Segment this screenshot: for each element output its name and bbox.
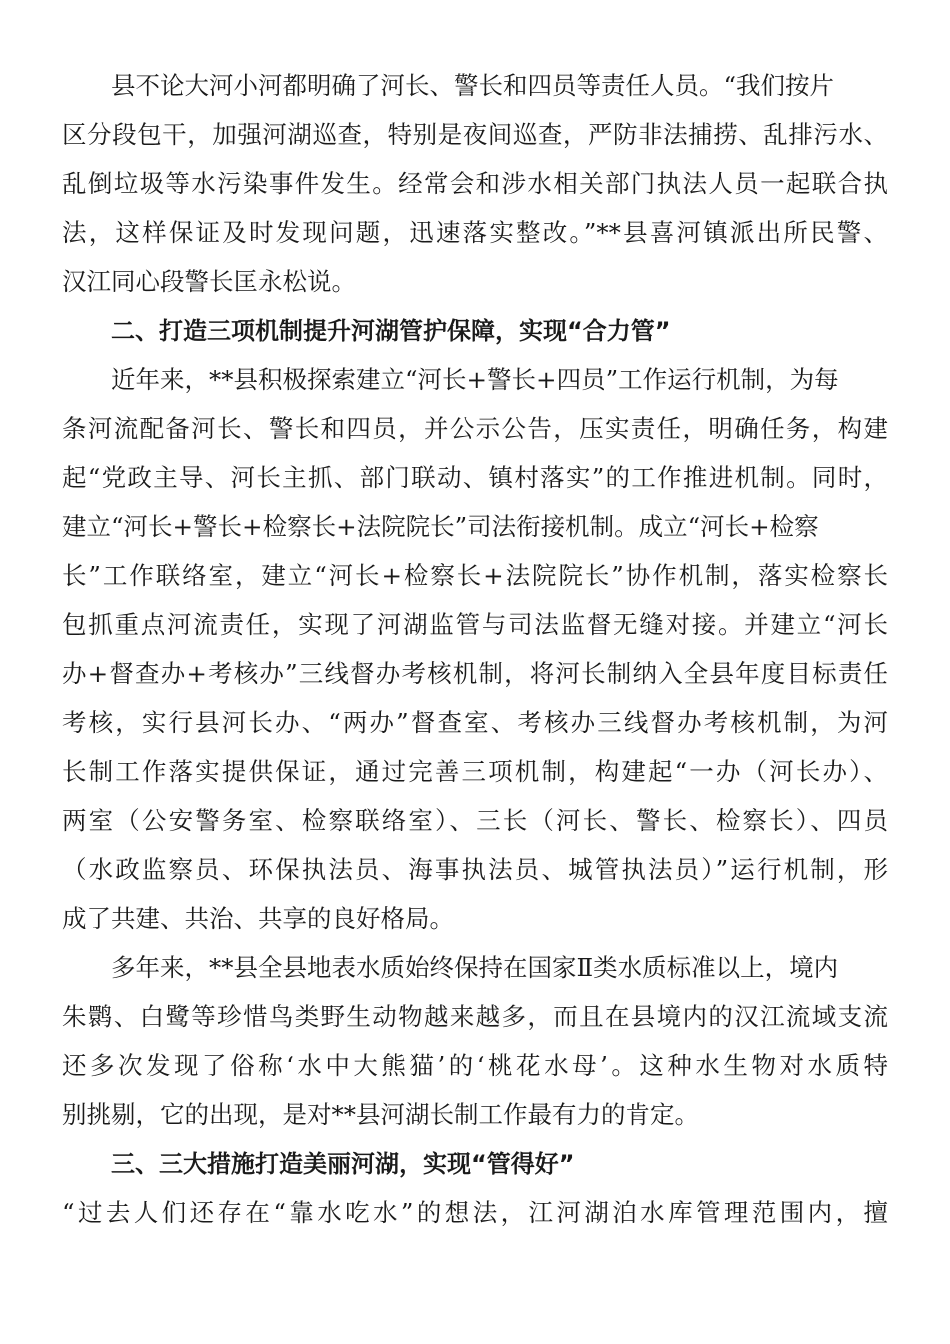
paragraph-line: （水政监察员、环保执法员、海事执法员、城管执法员）”运行机制，形	[62, 855, 888, 884]
paragraph-line: 两室（公安警务室、检察联络室）、三长（河长、警长、检察长）、四员	[62, 806, 888, 835]
paragraph-line: “过去人们还存在“靠水吃水”的想法，江河湖泊水库管理范围内，擅	[62, 1198, 888, 1227]
paragraph-line: 建立“河长+警长+检察长+法院院长”司法衔接机制。成立“河长+检察	[62, 512, 819, 541]
paragraph-line: 县不论大河小河都明确了河长、警长和四员等责任人员。“我们按片	[111, 71, 835, 100]
section-heading: 二、打造三项机制提升河湖管护保障，实现“合力管”	[111, 317, 671, 345]
section-heading: 三、三大措施打造美丽河湖，实现“管得好”	[111, 1150, 575, 1178]
paragraph-line: 起“党政主导、河长主抓、部门联动、镇村落实”的工作推进机制。同时，	[62, 463, 888, 492]
paragraph-line: 汉江同心段警长匡永松说。	[62, 267, 356, 296]
paragraph-line: 乱倒垃圾等水污染事件发生。经常会和涉水相关部门执法人员一起联合执	[62, 169, 888, 198]
paragraph-line: 多年来，**县全县地表水质始终保持在国家Ⅱ类水质标准以上，境内	[111, 953, 839, 982]
paragraph-line: 朱鹮、白鹭等珍惜鸟类野生动物越来越多，而且在县境内的汉江流域支流	[62, 1002, 888, 1031]
paragraph-line: 别挑剔，它的出现，是对**县河湖长制工作最有力的肯定。	[62, 1100, 699, 1129]
paragraph-line: 考核，实行县河长办、“两办”督查室、考核办三线督办考核机制，为河	[62, 708, 888, 737]
paragraph-line: 长”工作联络室，建立“河长+检察长+法院院长”协作机制，落实检察长	[62, 561, 888, 590]
paragraph-line: 成了共建、共治、共享的良好格局。	[62, 904, 454, 933]
paragraph-line: 包抓重点河流责任，实现了河湖监管与司法监督无缝对接。并建立“河长	[62, 610, 888, 639]
paragraph-line: 还多次发现了俗称‘水中大熊猫’的‘桃花水母’。这种水生物对水质特	[62, 1051, 888, 1080]
paragraph-line: 法，这样保证及时发现问题，迅速落实整改。”**县喜河镇派出所民警、	[62, 218, 888, 247]
paragraph-line: 长制工作落实提供保证，通过完善三项机制，构建起“一办（河长办）、	[62, 757, 888, 786]
paragraph-line: 区分段包干，加强河湖巡查，特别是夜间巡查，严防非法捕捞、乱排污水、	[62, 120, 888, 149]
paragraph-line: 近年来，**县积极探索建立“河长+警长+四员”工作运行机制，为每	[111, 365, 839, 394]
paragraph-line: 办+督查办+考核办”三线督办考核机制，将河长制纳入全县年度目标责任	[62, 659, 888, 688]
paragraph-line: 条河流配备河长、警长和四员，并公示公告，压实责任，明确任务，构建	[62, 414, 888, 443]
